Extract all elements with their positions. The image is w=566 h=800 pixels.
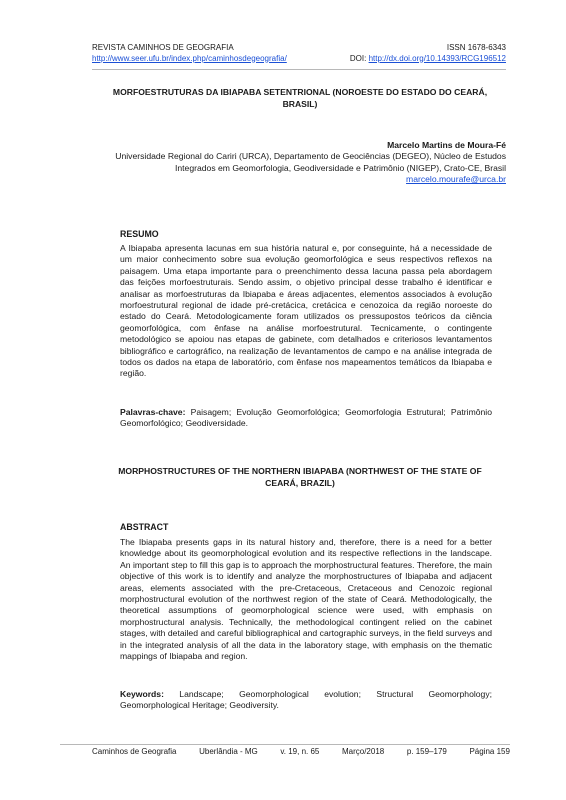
keywords-label: Keywords: <box>120 689 164 699</box>
palavras-chave-list: Paisagem; Evolução Geomorfológica; Geomorfologia Estrutural; Patrimônio Geomorfológico; Geodiversidade. <box>120 407 492 429</box>
page-footer <box>92 747 510 757</box>
footer-pages: p. 159–179 <box>406 747 447 756</box>
journal-url-link[interactable]: http://www.seer.ufu.br/index.php/caminhosdegeografia/ <box>92 53 287 63</box>
keywords-list: Landscape; Geomorphological evolution; Structural Geomorphology; Geomorphological Heritage; Geodiversity. <box>120 689 492 711</box>
footer-city: Uberlândia - MG <box>199 747 258 756</box>
footer-journal: Caminhos de Geografia <box>92 747 177 756</box>
footer-page-value: 159 <box>496 747 510 756</box>
abstract-text: The Ibiapaba presents gaps in its natural history and, therefore, there is a need for a better knowledge about its geomorphological evolution and its respective reflections in the landscape. An important step to fill this gap is to approach the morphostructural features. Therefore, the main objective of this work is to identify and analyze the morphostructures of Ibiapaba and adjacent areas, elements associated with the pre-Cretaceous, Cretaceous and Cenozoic regional morphostructural evolution of the northwest region of the state of Ceará. Methodologically, the theoretical assumptions of geomorphological science were used, with emphasis on morphostructural analysis. Technically, the methodological contingent relied on the cabinet stages, with detailed and careful bibliographical and cartographic surveys, in the field surveys and in the integrated analysis of all the data in the laboratory stage, with emphasis on the thematic mappings of Ibiapaba and region. <box>120 537 492 662</box>
title-portuguese: MORFOESTRUTURAS DA IBIAPABA SETENTRIONAL (NOROESTE DO ESTADO DO CEARÁ, BRASIL) <box>112 87 488 109</box>
palavras-chave <box>120 407 492 430</box>
author-email-link[interactable]: marcelo.mourafe@urca.br <box>406 174 506 185</box>
doi-label: DOI: <box>349 53 369 63</box>
title-english: MORPHOSTRUCTURES OF THE NORTHERN IBIAPABA (NORTHWEST OF THE STATE OF CEARÁ, BRAZIL) <box>118 466 482 488</box>
resumo-heading: RESUMO <box>120 229 159 239</box>
footer-volume: v. 19, n. 65 <box>280 747 320 756</box>
keywords <box>120 689 492 712</box>
footer-date: Março/2018 <box>341 747 385 756</box>
resumo-text: A Ibiapaba apresenta lacunas em sua história natural e, por conseguinte, há a necessidade de um maior conhecimento sobre sua evolução geomorfológica e seus respectivos reflexos na paisagem. Uma etapa importante para o preenchimento dessa lacuna passa pela abordagem das feições morfoestruturais. Sendo assim, o objetivo principal desse trabalho é identificar e analisar as morfoestruturas da Ibiapaba e áreas adjacentes, elementos associados à evolução morfoestrutural regional de idade pré-cretácica, cretácica e cenozoica da região noroeste do estado do Ceará. Metodologicamente foram utilizados os pressupostos teóricos da ciência geomorfológica, com ênfase na análise morfoestrutural. Tecnicamente, o contingente metodológico se apoiou nas etapas de gabinete, com detalhados e criteriosos levantamentos bibliográfico e cartográfico, na realização de levantamentos de campo e na análise integrada de todos os dados na etapa de laboratório, com ênfase nos mapeamentos temáticos da Ibiapaba e região. <box>120 243 492 379</box>
journal-name: REVISTA CAMINHOS DE GEOGRAFIA <box>92 43 234 52</box>
footer-page-label: Página <box>469 747 495 756</box>
author-affiliation: Universidade Regional do Cariri (URCA), Departamento de Geociências (DEGEO), Núcleo de Estudos Integrados em Geomorfologia, Geodiversidade e Patrimônio (NIGEP), Crato-CE, Brasil <box>115 151 506 173</box>
palavras-chave-label: Palavras-chave: <box>120 407 186 417</box>
author-block <box>86 140 506 186</box>
journal-header <box>92 43 287 64</box>
footer-rule <box>60 744 510 745</box>
header-rule <box>92 69 506 70</box>
doi-link[interactable]: http://dx.doi.org/10.14393/RCG196512 <box>368 53 506 63</box>
issn-header <box>350 43 506 64</box>
author-name: Marcelo Martins de Moura-Fé <box>387 140 506 150</box>
footer-page-number <box>469 747 510 757</box>
abstract-heading: ABSTRACT <box>120 522 169 532</box>
issn: ISSN 1678-6343 <box>446 43 506 52</box>
